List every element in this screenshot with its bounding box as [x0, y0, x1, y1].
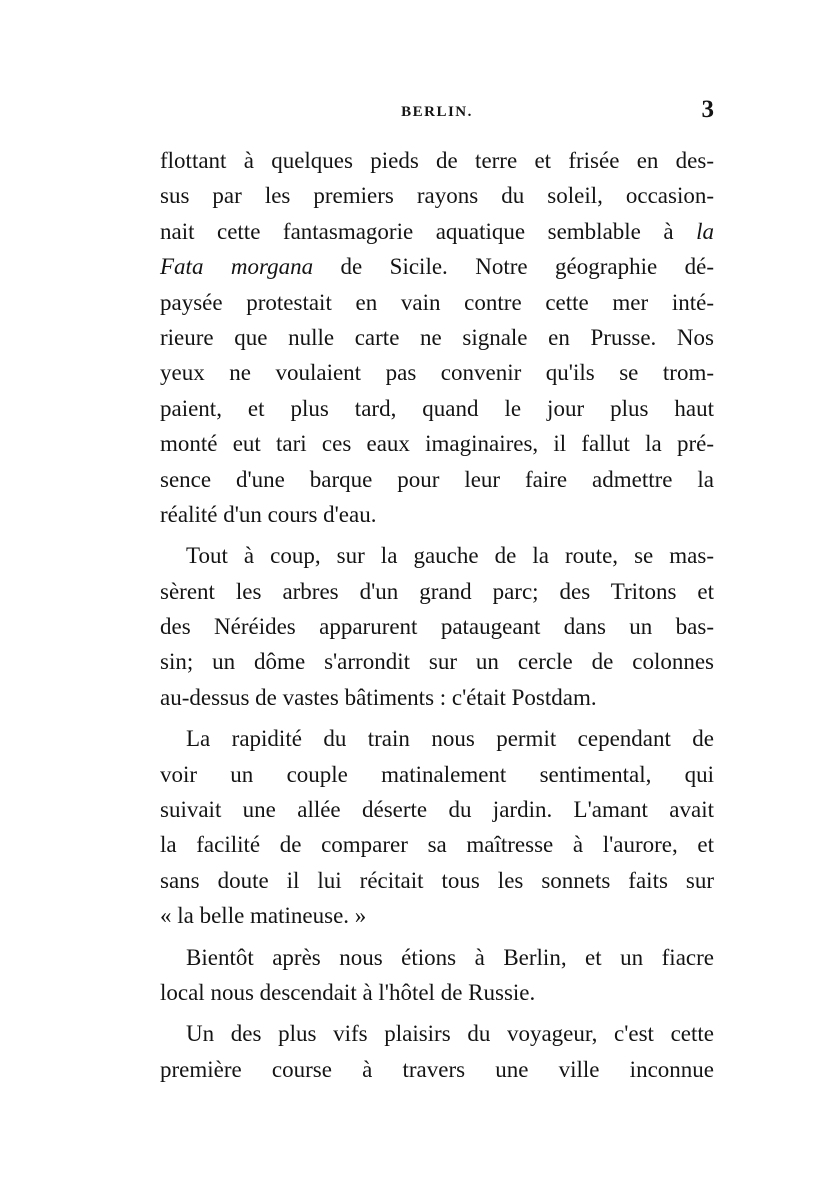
text-line: monté eut tari ces eaux imaginaires, il fallut la pré- — [160, 431, 714, 457]
text-line: des Néréides apparurent pataugeant dans un bas- — [160, 614, 714, 640]
text-line: la facilité de comparer sa maîtresse à l'aurore, et — [160, 832, 714, 858]
text-segment: de Sicile. Notre géographie dé- — [340, 254, 715, 280]
italic-text: Fata morgana — [160, 254, 314, 280]
text-line: sèrent les arbres d'un grand parc; des Tritons et — [160, 578, 714, 604]
text-line: première course à travers une ville inconnue — [160, 1056, 714, 1082]
text-line: sus par les premiers rayons du soleil, occasion- — [160, 183, 714, 209]
text-line: rieure que nulle carte ne signale en Prusse. Nos — [160, 324, 714, 350]
text-line: voir un couple matinalement sentimental, qui — [160, 761, 714, 787]
text-line: paient, et plus tard, quand le jour plus haut — [160, 395, 714, 421]
italic-text: la — [696, 218, 714, 244]
text-line: sence d'une barque pour leur faire admettre la — [160, 466, 714, 492]
text-line: Un des plus vifs plaisirs du voyageur, c'est cette — [186, 1021, 714, 1047]
text-line — [160, 249, 714, 284]
text-line: La rapidité du train nous permit cependant de — [186, 726, 714, 752]
page-number: 3 — [701, 96, 714, 123]
paragraph-4 — [160, 940, 714, 1011]
text-line — [160, 214, 714, 249]
text-line: Tout à coup, sur la gauche de la route, se mas- — [186, 543, 714, 569]
text-line: yeux ne voulaient pas convenir qu'ils se trom- — [160, 360, 714, 386]
text-line: au-dessus de vastes bâtiments : c'était Postdam. — [160, 684, 597, 710]
text-line: réalité d'un cours d'eau. — [160, 501, 377, 527]
text-line: flottant à quelques pieds de terre et frisée en des- — [160, 148, 714, 173]
running-head — [160, 96, 714, 136]
paragraph-3 — [160, 721, 714, 933]
body-text — [160, 143, 714, 1093]
paragraph-5 — [160, 1016, 714, 1087]
text-line: sans doute il lui récitait tous les sonnets faits sur — [160, 867, 714, 893]
text-segment: nait cette fantasmagorie aquatique semblable à — [160, 218, 697, 244]
text-line: Bientôt après nous étions à Berlin, et un fiacre — [186, 944, 714, 970]
paragraph-2 — [160, 538, 714, 715]
running-title: BERLIN. — [401, 104, 473, 120]
paragraph-1 — [160, 143, 714, 532]
text-line: suivait une allée déserte du jardin. L'amant avait — [160, 797, 714, 823]
text-line: local nous descendait à l'hôtel de Russie. — [160, 979, 536, 1005]
text-line: « la belle matineuse. » — [160, 903, 367, 929]
text-line: paysée protestait en vain contre cette mer inté- — [160, 289, 714, 315]
text-line: sin; un dôme s'arrondit sur un cercle de colonnes — [160, 649, 714, 675]
